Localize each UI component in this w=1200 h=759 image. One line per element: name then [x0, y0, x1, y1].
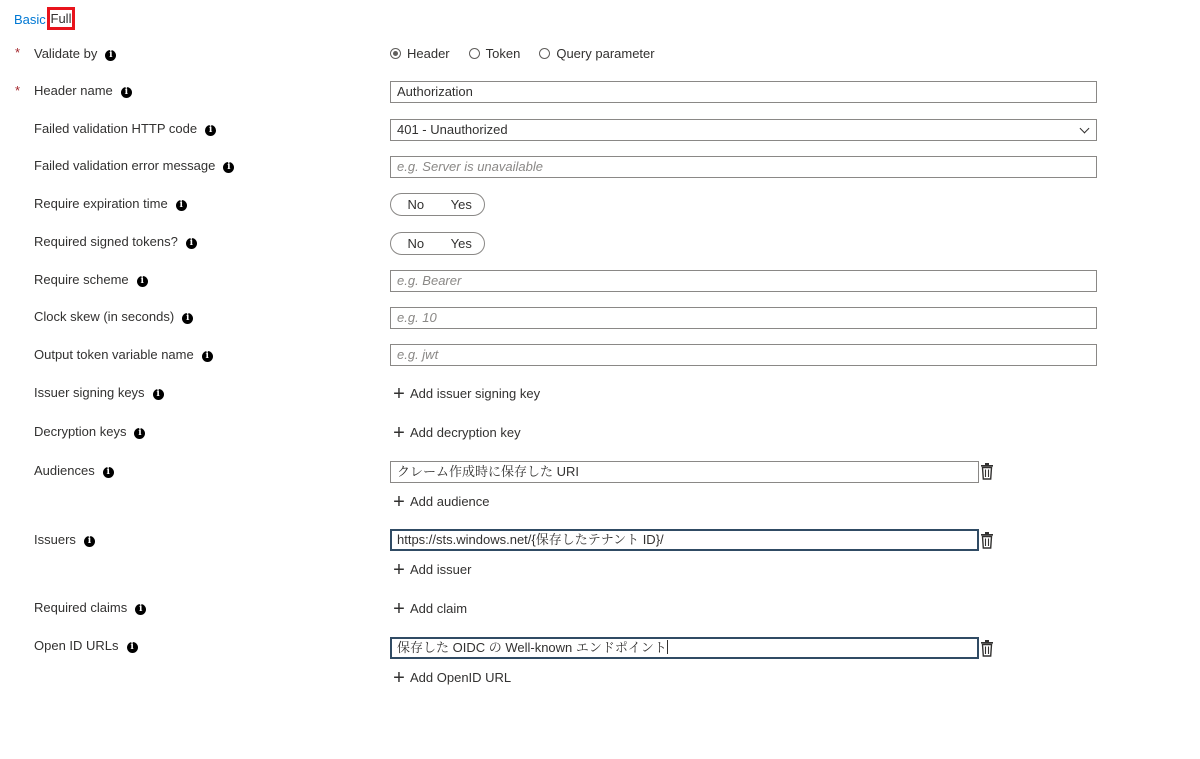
add-issuer-signing-key-button[interactable]: + Add issuer signing key [393, 382, 541, 405]
issuer-input[interactable]: https://sts.windows.net/{保存したテナント ID}/ [390, 529, 979, 551]
info-icon[interactable]: i [103, 467, 114, 478]
info-icon[interactable]: i [202, 351, 213, 362]
toggle-yes[interactable]: Yes [450, 197, 472, 212]
header-name-label: Header name i [34, 83, 132, 98]
output-token-variable-label: Output token variable name i [34, 347, 213, 362]
chevron-down-icon [1080, 124, 1090, 134]
info-icon[interactable]: i [105, 50, 116, 61]
radio-query-parameter[interactable]: Query parameter [539, 46, 654, 61]
failed-http-code-label: Failed validation HTTP code i [34, 121, 216, 136]
required-signed-tokens-toggle[interactable] [390, 232, 485, 255]
toggle-yes[interactable]: Yes [450, 236, 472, 251]
trash-icon[interactable] [980, 532, 994, 549]
add-issuer-button[interactable]: + Add issuer [393, 558, 472, 581]
radio-button[interactable] [539, 48, 550, 59]
info-icon[interactable]: i [135, 604, 146, 615]
validate-by-label: Validate by i [34, 46, 116, 61]
required-marker: * [15, 45, 21, 60]
required-marker: * [15, 83, 21, 98]
info-icon[interactable]: i [176, 200, 187, 211]
validate-by-radio-group [390, 46, 674, 61]
info-icon[interactable]: i [121, 87, 132, 98]
failed-http-code-select[interactable]: 401 - Unauthorized [390, 119, 1097, 141]
add-claim-button[interactable]: + Add claim [393, 597, 468, 620]
info-icon[interactable]: i [153, 389, 164, 400]
required-claims-label: Required claims i [34, 600, 146, 615]
text-cursor [667, 640, 668, 654]
header-name-input[interactable]: Authorization [390, 81, 1097, 103]
output-token-variable-input[interactable]: e.g. jwt [390, 344, 1097, 366]
require-expiration-label: Require expiration time i [34, 196, 187, 211]
info-icon[interactable]: i [182, 313, 193, 324]
plus-icon: + [393, 558, 405, 581]
openid-url-input[interactable]: 保存した OIDC の Well-known エンドポイント [390, 637, 979, 659]
plus-icon: + [393, 382, 405, 405]
failed-error-message-label: Failed validation error message i [34, 158, 234, 173]
audience-input[interactable]: クレーム作成時に保存した URI [390, 461, 979, 483]
audiences-label: Audiences i [34, 463, 114, 478]
require-scheme-label: Require scheme i [34, 272, 148, 287]
info-icon[interactable]: i [137, 276, 148, 287]
toggle-no[interactable]: No [407, 236, 425, 251]
trash-icon[interactable] [980, 463, 994, 480]
tab-full[interactable]: Full [47, 7, 75, 30]
trash-icon[interactable] [980, 640, 994, 657]
decryption-keys-label: Decryption keys i [34, 424, 145, 439]
info-icon[interactable]: i [127, 642, 138, 653]
clock-skew-input[interactable]: e.g. 10 [390, 307, 1097, 329]
plus-icon: + [393, 421, 405, 444]
radio-button-checked[interactable] [390, 48, 401, 59]
plus-icon: + [393, 597, 405, 620]
info-icon[interactable]: i [223, 162, 234, 173]
openid-urls-label: Open ID URLs i [34, 638, 138, 653]
add-decryption-key-button[interactable]: + Add decryption key [393, 421, 521, 444]
plus-icon: + [393, 666, 405, 689]
issuers-label: Issuers i [34, 532, 95, 547]
plus-icon: + [393, 490, 405, 513]
add-audience-button[interactable]: + Add audience [393, 490, 490, 513]
clock-skew-label: Clock skew (in seconds) i [34, 309, 193, 324]
info-icon[interactable]: i [186, 238, 197, 249]
radio-button[interactable] [469, 48, 480, 59]
add-openid-url-button[interactable]: + Add OpenID URL [393, 666, 512, 689]
info-icon[interactable]: i [84, 536, 95, 547]
radio-token[interactable]: Token [469, 46, 521, 61]
require-scheme-input[interactable]: e.g. Bearer [390, 270, 1097, 292]
info-icon[interactable]: i [134, 428, 145, 439]
require-expiration-toggle[interactable] [390, 193, 485, 216]
radio-header[interactable]: Header [390, 46, 450, 61]
issuer-signing-keys-label: Issuer signing keys i [34, 385, 164, 400]
failed-error-message-input[interactable]: e.g. Server is unavailable [390, 156, 1097, 178]
toggle-no[interactable]: No [407, 197, 425, 212]
required-signed-tokens-label: Required signed tokens? i [34, 234, 197, 249]
tab-basic[interactable]: Basic [14, 12, 46, 27]
info-icon[interactable]: i [205, 125, 216, 136]
